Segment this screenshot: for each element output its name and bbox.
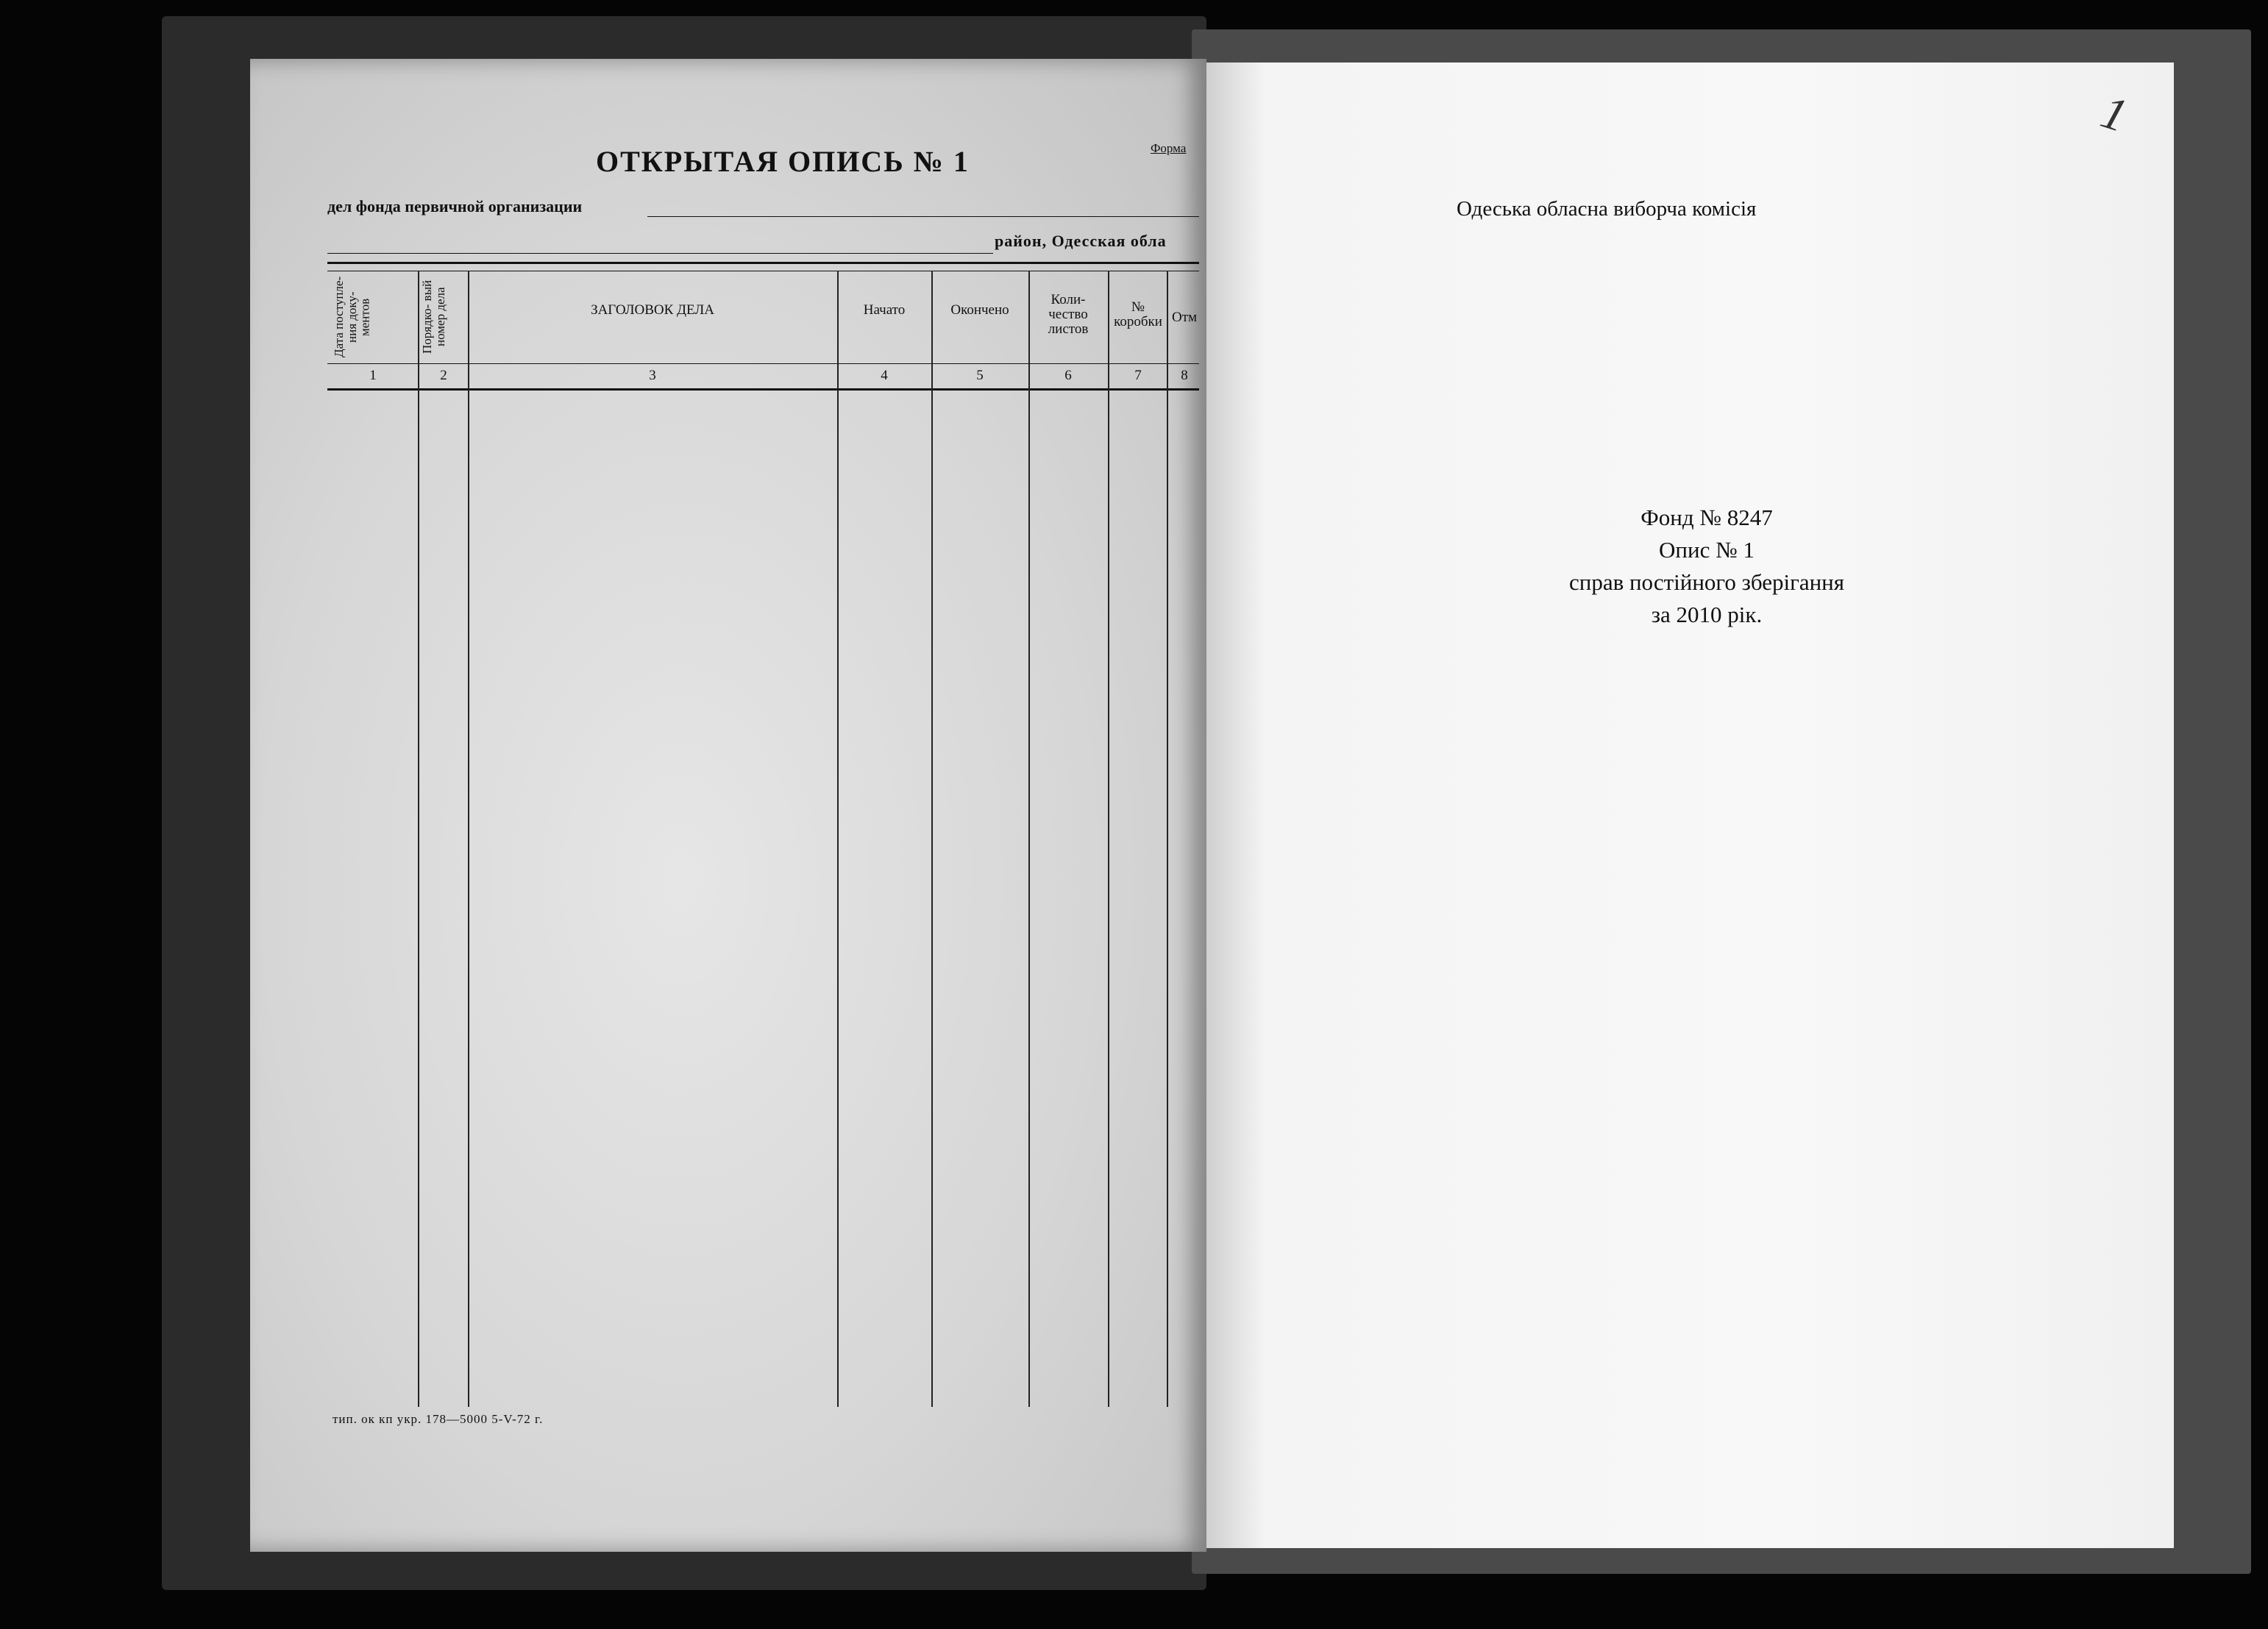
column-header-finished: Окончено [950, 302, 1009, 318]
column-header-box-number: № коробки [1114, 299, 1162, 329]
column-divider [837, 271, 839, 1407]
table-number-rule [327, 388, 1199, 391]
commission-header: Одеська обласна виборча комісія [1457, 197, 1757, 221]
storage-type: справ постійного зберігання [1568, 569, 1845, 595]
column-divider [1167, 271, 1168, 1407]
column-header-started: Начато [863, 302, 906, 318]
column-header-case-number: Порядко- вый номер дела [420, 279, 447, 354]
region-underline [327, 253, 993, 254]
column-number: 4 [881, 368, 888, 383]
column-divider [1028, 271, 1030, 1407]
table-header-rule [327, 363, 1199, 364]
column-divider [418, 271, 419, 1407]
column-header-case-title: ЗАГОЛОВОК ДЕЛА [591, 302, 714, 318]
column-number: 6 [1064, 368, 1072, 383]
column-header-sheet-count: Коли- чество листов [1048, 292, 1089, 337]
column-divider [468, 271, 469, 1407]
form-subtitle-fund: дел фонда первичной организации [327, 197, 583, 215]
fund-underline [647, 216, 1199, 217]
form-title: ОТКРЫТАЯ ОПИСЬ № 1 [596, 145, 970, 178]
year: за 2010 рік. [1651, 602, 1763, 627]
column-divider [1108, 271, 1109, 1407]
column-header-notes: Отм [1171, 310, 1198, 325]
fund-block [1530, 502, 1883, 631]
column-number: 7 [1134, 368, 1142, 383]
column-number: 2 [440, 368, 447, 383]
form-label: Форма [1151, 141, 1187, 155]
column-number: 1 [369, 368, 377, 383]
printing-imprint: тип. ок кп укр. 178—5000 5-V-72 г. [333, 1412, 544, 1426]
column-header-date: Дата поступле- ния доку- ментов [332, 276, 372, 358]
column-number: 5 [976, 368, 984, 383]
inventory-number: Опис № 1 [1659, 537, 1755, 563]
page-number: 1 [2094, 85, 2134, 143]
column-divider [931, 271, 933, 1407]
table-top-rule [327, 262, 1199, 264]
fund-number: Фонд № 8247 [1640, 505, 1773, 530]
column-number: 3 [649, 368, 656, 383]
right-page-title-sheet [1206, 63, 2174, 1548]
column-number: 8 [1181, 368, 1188, 383]
form-subtitle-region: район, Одесская обла [995, 232, 1167, 250]
